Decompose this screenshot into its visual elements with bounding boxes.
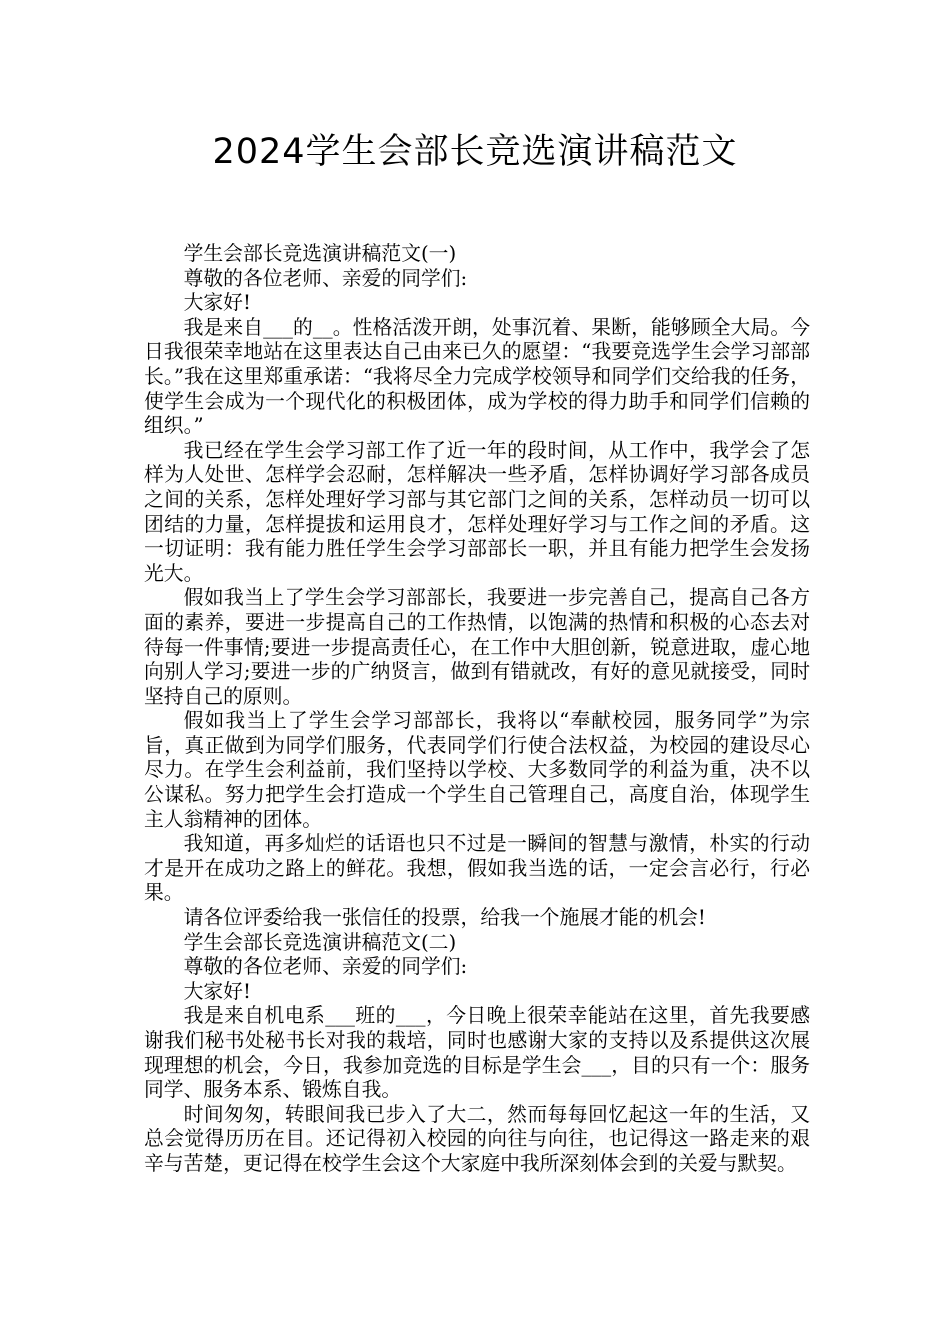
body-paragraph: 假如我当上了学生会学习部部长，我将以“奉献校园，服务同学”为宗旨，真正做到为同学们服务，代表同学们行使合法权益，为校园的建设尽心尽力。在学生会利益前，我们坚持以学校、大多数同学的利益为重，决不以公谋私。努力把学生会打造成一个学生自己管理自己，高度自治，体现学生主人翁精神的团体。 [144, 709, 810, 831]
greeting: 大家好! [183, 979, 251, 1003]
body-paragraph: 我知道，再多灿烂的话语也只不过是一瞬间的智慧与激情，朴实的行动才是开在成功之路上的鲜花。我想，假如我当选的话，一定会言必行，行必果。 [144, 832, 810, 905]
body-paragraph: 假如我当上了学生会学习部部长，我要进一步完善自己，提高自己各方面的素养，要进一步提高自己的工作热情，以饱满的热情和积极的心态去对待每一件事情;要进一步提高责任心，在工作中大胆创新，锐意进取，虚心地向别人学习;要进一步的广纳贤言，做到有错就改，有好的意见就接受，同时坚持自己的原则。 [144, 586, 810, 708]
salutation: 尊敬的各位老师、亲爱的同学们: [183, 266, 468, 290]
body-paragraph: 我是来自机电系___班的___，今日晚上很荣幸能站在这里，首先我要感谢我们秘书处秘书长对我的栽培，同时也感谢大家的支持以及系提供这次展现理想的机会，今日，我参加竞选的目标是学生会___，目的只有一个：服务同学、服务本系、锻炼自我。 [144, 1004, 810, 1102]
body-paragraph: 我已经在学生会学习部工作了近一年的段时间，从工作中，我学会了怎样为人处世、怎样学会忍耐，怎样解决一些矛盾，怎样协调好学习部各成员之间的关系，怎样处理好学习部与其它部门之间的关系，怎样动员一切可以团结的力量，怎样提拔和运用良才，怎样处理好学习与工作之间的矛盾。这一切证明：我有能力胜任学生会学习部部长一职，并且有能力把学生会发扬光大。 [144, 438, 810, 585]
closing-line: 请各位评委给我一张信任的投票，给我一个施展才能的机会! [183, 906, 706, 930]
section-heading-2: 学生会部长竞选演讲稿范文(二) [183, 930, 457, 954]
body-paragraph: 时间匆匆，转眼间我已步入了大二，然而每每回忆起这一年的生活，又总会觉得历历在目。还记得初入校园的向往与向往，也记得这一路走来的艰辛与苦楚，更记得在校学生会这个大家庭中我所深刻体会到的关爱与默契。 [144, 1102, 810, 1175]
document-title: 2024学生会部长竞选演讲稿范文 [212, 132, 738, 172]
body-paragraph: 我是来自___的__。性格活泼开朗，处事沉着、果断，能够顾全大局。今日我很荣幸地站在这里表达自己由来已久的愿望：“我要竞选学生会学习部部长。”我在这里郑重承诺：“我将尽全力完成学校领导和同学们交给我的任务，使学生会成为一个现代化的积极团体，成为学校的得力助手和同学们信赖的组织。” [144, 315, 810, 438]
section-heading-1: 学生会部长竞选演讲稿范文(一) [183, 242, 457, 265]
salutation: 尊敬的各位老师、亲爱的同学们: [183, 955, 468, 979]
greeting: 大家好! [183, 291, 251, 315]
document-body [144, 242, 810, 1177]
